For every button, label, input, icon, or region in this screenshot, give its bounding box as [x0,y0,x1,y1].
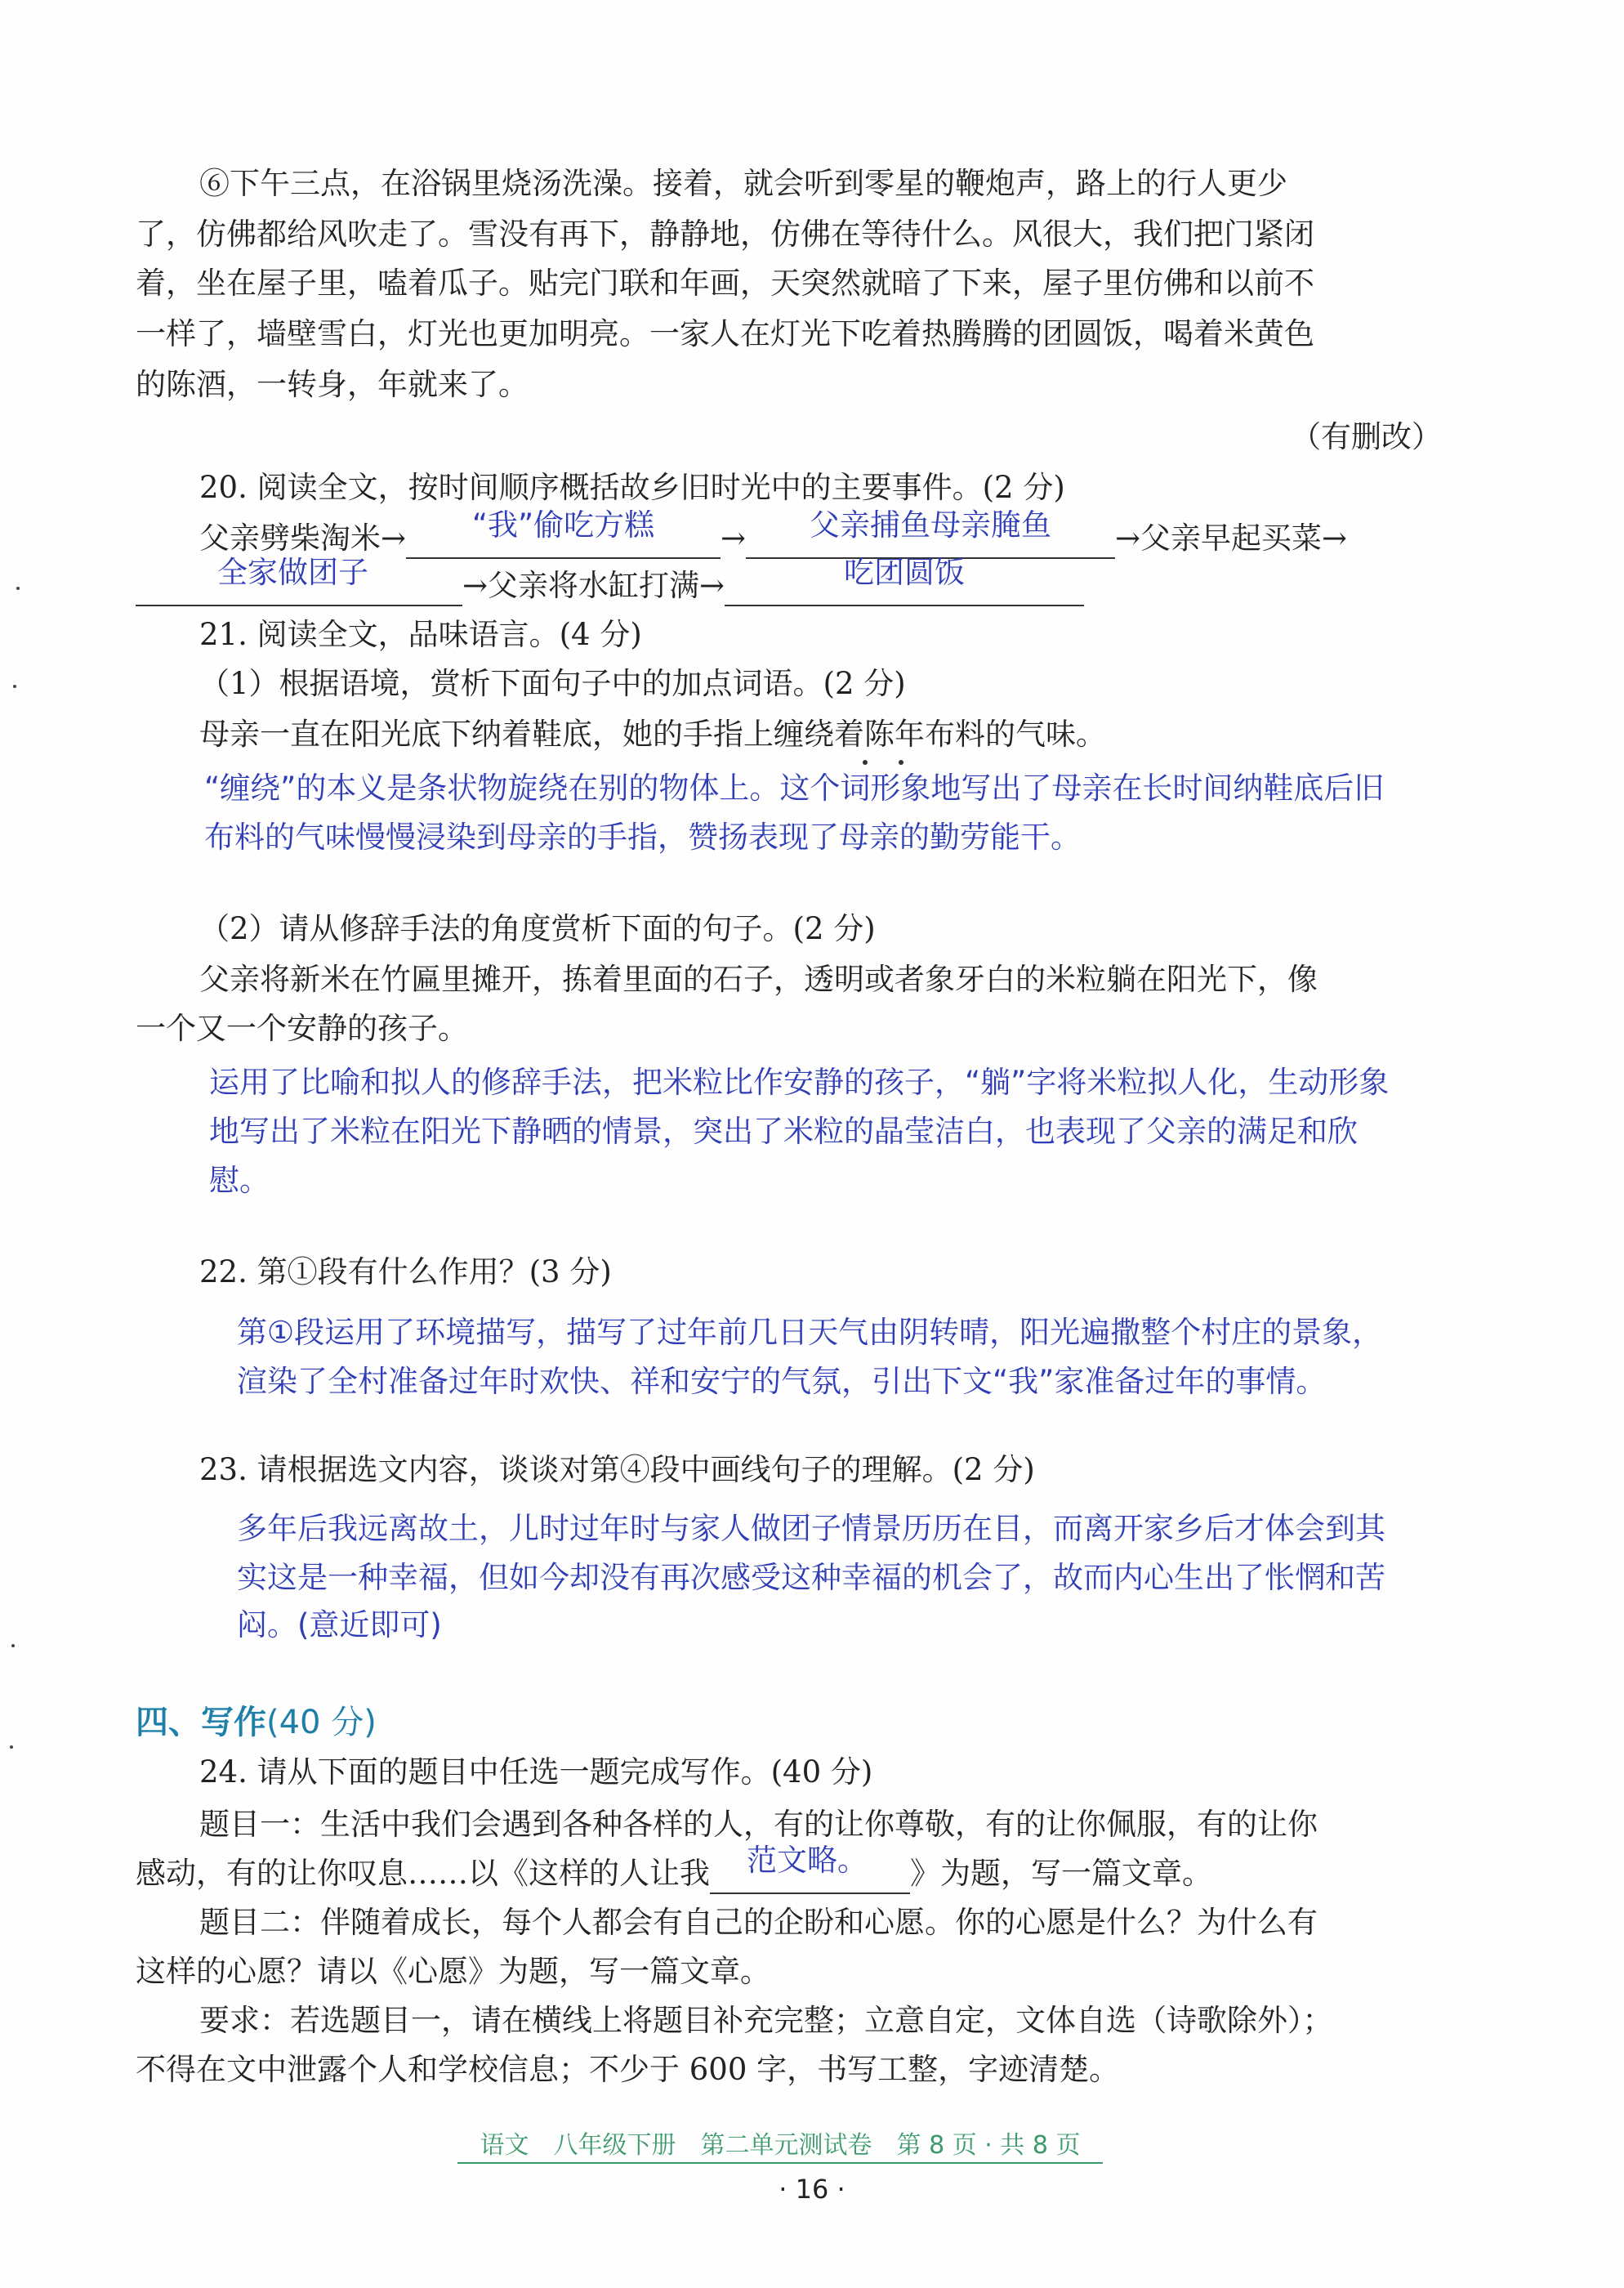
answer-22-line: 渲染了全村准备过年时欢快、祥和安宁的气氛，引出下文“我”家准备过年的事情。 [237,1364,1327,1399]
section-4-title: 四、写作 [136,1704,266,1741]
question-22-stem: 22. 第①段有什么作用？(3 分) [199,1254,612,1289]
answer-23-line: 多年后我远离故土，儿时过年时与家人做团子情景历历在目，而离开家乡后才体会到其 [237,1511,1385,1546]
topic-2-line: 题目二：伴随着成长，每个人都会有自己的企盼和心愿。你的心愿是什么？为什么有 [199,1905,1318,1940]
question-21-stem: 21. 阅读全文，品味语言。(4 分) [199,617,642,652]
answer-21-2-line: 慰。 [209,1163,270,1198]
q20-text-3: →父亲将水缸打满→ [462,568,725,603]
answer-22-line: 第①段运用了环境描写，描写了过年前几日天气由阴转晴，阳光遍撒整个村庄的景象， [237,1315,1383,1350]
q20-blank-3 [136,555,462,606]
page-number: · 16 · [779,2174,845,2205]
q20-answer-2: 父亲捕鱼母亲腌鱼 [810,507,1052,543]
passage-line: 着，坐在屋子里，嗑着瓜子。贴完门联和年画，天突然就暗了下来，屋子里仿佛和以前不 [136,266,1314,301]
question-21-sub1: （1）根据语境，赏析下面句子中的加点词语。(2 分) [199,666,906,701]
question-20-stem: 20. 阅读全文，按时间顺序概括故乡旧时光中的主要事件。(2 分) [199,470,1065,505]
q20-text-1: 父亲劈柴淘米→ [199,521,407,556]
q20-answer-1: “我”偷吃方糕 [471,507,655,543]
answer-23-line: 实这是一种幸福，但如今却没有再次感受这种幸福的机会了，故而内心生出了怅惘和苦 [237,1560,1385,1595]
requirements-line2: 不得在文中泄露个人和学校信息；不少于 600 字，书写工整，字迹清楚。 [136,2052,1120,2087]
q20-arrow: → [721,521,747,556]
question-21-sentence2: 一个又一个安静的孩子。 [136,1011,468,1046]
passage-line: 一样了，墙壁雪白，灯光也更加明亮。一家人在灯光下吃着热腾腾的团圆饭，喝着米黄色 [136,316,1314,351]
question-21-sentence1: 母亲一直在阳光底下纳着鞋底，她的手指上缠绕着陈年布料的气味。 [199,717,1106,752]
passage-line: 了，仿佛都给风吹走了。雪没有再下，静静地，仿佛在等待什么。风很大，我们把门紧闭 [136,217,1314,252]
question-21-sentence2: 父亲将新米在竹匾里摊开，拣着里面的石子，透明或者象牙白的米粒躺在阳光下，像 [199,962,1318,997]
margin-mark [16,587,20,590]
answer-23-line: 闷。(意近即可) [237,1607,442,1642]
margin-mark [11,1644,15,1647]
topic-1-line: 题目一：生活中我们会遇到各种各样的人，有的让你尊敬，有的让你佩服，有的让你 [199,1807,1318,1842]
q20-answer-3: 全家做团子 [217,555,368,590]
passage-line: ⑥下午三点，在浴锅里烧汤洗澡。接着，就会听到零星的鞭炮声，路上的行人更少 [199,166,1287,201]
margin-mark [10,1745,13,1749]
topic-1-line2 [136,1843,1212,1894]
answer-21-2-line: 运用了比喻和拟人的修辞手法，把米粒比作安静的孩子，“躺”字将米粒拟人化，生动形象 [209,1065,1390,1100]
topic-2-line2: 这样的心愿？请以《心愿》为题，写一篇文章。 [136,1954,770,1989]
answer-21-1-line: “缠绕”的本义是条状物旋绕在别的物体上。这个词形象地写出了母亲在长时间纳鞋底后旧 [204,771,1385,806]
source-note: （有删改） [1291,419,1442,454]
emphasis-dot [899,760,903,765]
margin-mark [13,685,16,688]
question-23-stem: 23. 请根据选文内容，谈谈对第④段中画线句子的理解。(2 分) [199,1452,1035,1487]
section-4-heading [136,1696,377,1743]
answer-21-2-line: 地写出了米粒在阳光下静晒的情景，突出了米粒的晶莹洁白，也表现了父亲的满足和欣 [209,1114,1358,1149]
topic-1-answer: 范文略。 [747,1843,868,1878]
question-24-stem: 24. 请从下面的题目中任选一题完成写作。(40 分) [199,1754,873,1790]
q20-text-2: →父亲早起买菜→ [1115,521,1348,556]
question-21-sub2: （2）请从修辞手法的角度赏析下面的句子。(2 分) [199,911,876,946]
section-4-points: (40 分) [266,1704,377,1741]
q20-answer-4: 吃团圆饭 [844,555,966,590]
passage-line: 的陈酒，一转身，年就来了。 [136,367,529,402]
answer-21-1-line: 布料的气味慢慢浸染到母亲的手指，赞扬表现了母亲的勤劳能干。 [204,820,1081,855]
topic-1-blank [710,1843,910,1894]
question-20-line2 [136,555,1084,606]
topic-1-text-2: 》为题，写一篇文章。 [910,1856,1212,1891]
requirements-line: 要求：若选题目一，请在横线上将题目补充完整；立意自定，文体自选（诗歌除外）； [199,2003,1333,2038]
q20-blank-4 [725,555,1084,606]
topic-1-text: 感动，有的让你叹息……以《这样的人让我 [136,1856,710,1891]
emphasis-dot [863,760,868,765]
page-footer: 语文 八年级下册 第二单元测试卷 第 8 页 · 共 8 页 [457,2125,1103,2164]
